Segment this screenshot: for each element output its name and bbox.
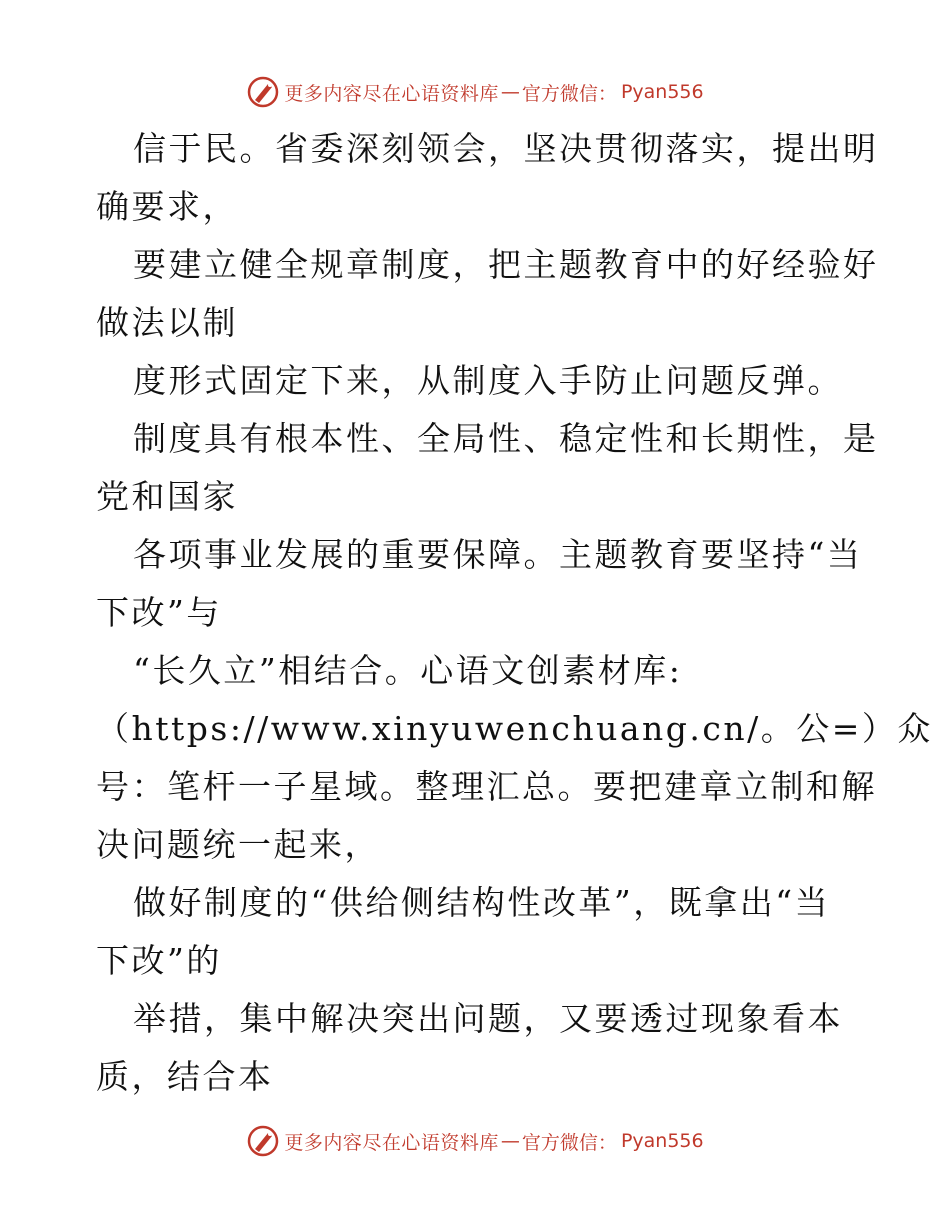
text-line: 举措，集中解决突出问题，又要透过现象看本 bbox=[133, 999, 843, 1038]
text-line: 党和国家 bbox=[96, 477, 238, 516]
pen-logo-icon bbox=[246, 75, 280, 109]
text-line: 下改”的 bbox=[96, 941, 222, 980]
text-line: 质，结合本 bbox=[96, 1057, 274, 1096]
header-wechat-label: 官方微信： bbox=[521, 82, 617, 105]
text-line: 各项事业发展的重要保障。主题教育要坚持“当 bbox=[133, 535, 863, 574]
header-wechat-handle: Pyan556 bbox=[620, 81, 704, 103]
page-footer-banner bbox=[0, 1121, 950, 1161]
text-line: 信于民。省委深刻领会，坚决贯彻落实，提出明 bbox=[133, 129, 879, 168]
text-line: 制度具有根本性、全局性、稳定性和长期性，是 bbox=[133, 419, 879, 458]
header-banner-text: 更多内容尽在心语资料库 bbox=[284, 82, 499, 105]
text-line: （https://www.xinyuwenchuang.cn/。公=）众 bbox=[96, 709, 933, 748]
text-line: 下改”与 bbox=[96, 593, 222, 632]
text-line: 决问题统一起来， bbox=[96, 825, 380, 864]
document-body bbox=[96, 120, 933, 1106]
text-line: 确要求， bbox=[96, 187, 238, 226]
text-line: “长久立”相结合。心语文创素材库: bbox=[133, 651, 683, 690]
text-line: 做法以制 bbox=[96, 303, 238, 342]
footer-banner-separator: — bbox=[500, 1130, 520, 1152]
text-line: 做好制度的“供给侧结构性改革”，既拿出“当 bbox=[133, 883, 831, 922]
header-banner-separator: — bbox=[500, 81, 520, 103]
page-header-banner bbox=[0, 72, 950, 112]
footer-wechat-handle: Pyan556 bbox=[620, 1130, 704, 1152]
footer-banner-text: 更多内容尽在心语资料库 bbox=[284, 1131, 499, 1154]
text-line: 号：笔杆一子星域。整理汇总。要把建章立制和解 bbox=[96, 767, 877, 806]
pen-logo-icon bbox=[246, 1124, 280, 1158]
text-line: 要建立健全规章制度，把主题教育中的好经验好 bbox=[133, 245, 879, 284]
text-line: 度形式固定下来，从制度入手防止问题反弹。 bbox=[133, 361, 843, 400]
footer-wechat-label: 官方微信： bbox=[521, 1131, 617, 1154]
